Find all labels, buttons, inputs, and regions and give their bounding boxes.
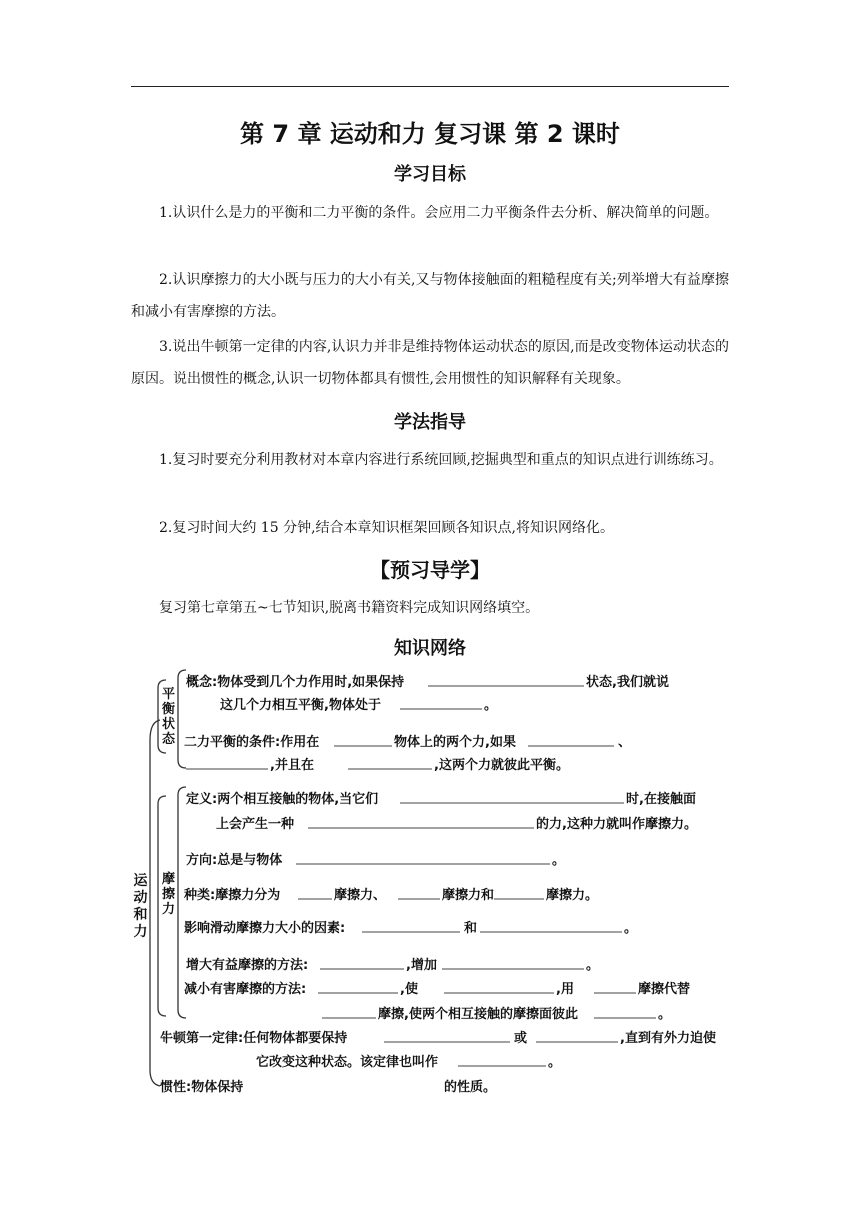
concept-text-4: 。 xyxy=(484,698,498,713)
definition-text-2: 时,在接触面 xyxy=(626,792,696,807)
decrease-text-3: ,用 xyxy=(556,982,574,997)
definition-text-3: 上会产生一种 xyxy=(216,817,295,832)
factors-text-1: 影响滑动摩擦力大小的因素: xyxy=(184,921,346,936)
concept-text-2: 状态,我们就说 xyxy=(586,675,669,690)
increase-text-3: 。 xyxy=(586,958,600,973)
objective-item-3: 3.说出牛顿第一定律的内容,认识力并非是维持物体运动状态的原因,而是改变物体运动状态的原因。说出惯性的概念,认识一切物体都具有惯性,会用惯性的知识解释有关现象。 xyxy=(131,339,729,387)
direction-text-2: 。 xyxy=(552,853,566,868)
decrease-text-5: 摩擦,使两个相互接触的摩擦面彼此 xyxy=(378,1007,578,1022)
decrease-text-1: 减小有害摩擦的方法: xyxy=(184,982,307,997)
concept-text-3: 这几个力相互平衡,物体处于 xyxy=(220,698,381,713)
preview-intro: 复习第七章第五~七节知识,脱离书籍资料完成知识网络填空。 xyxy=(159,600,540,616)
kinds-text-3: 摩擦力和 xyxy=(442,888,495,903)
network-root-label: 运动和力 xyxy=(133,873,148,940)
increase-text-2: ,增加 xyxy=(406,958,437,973)
condition-text-3: 、 xyxy=(618,735,632,750)
direction-text-1: 方向:总是与物体 xyxy=(186,853,283,868)
definition-text-4: 的力,这种力就叫作摩擦力。 xyxy=(536,817,697,832)
objective-item-2: 2.认识摩擦力的大小既与压力的大小有关,又与物体接触面的粗糙程度有关;列举增大有益摩擦和减小有害摩擦的方法。 xyxy=(131,272,729,320)
inertia-text-2: 的性质。 xyxy=(444,1080,497,1095)
kinds-text-4: 摩擦力。 xyxy=(546,888,599,903)
concept-text-1: 概念:物体受到几个力作用时,如果保持 xyxy=(186,675,405,690)
newton-law-text-4: 它改变这种状态。该定律也叫作 xyxy=(256,1055,439,1070)
condition-text-5: ,这两个力就彼此平衡。 xyxy=(434,758,569,773)
newton-law-text-5: 。 xyxy=(548,1055,562,1070)
objective-item-1: 1.认识什么是力的平衡和二力平衡的条件。会应用二力平衡条件去分析、解决简单的问题。 xyxy=(159,205,719,221)
friction-label: 摩擦力 xyxy=(161,872,175,917)
method-item-1: 1.复习时要充分利用教材对本章内容进行系统回顾,挖掘典型和重点的知识点进行训练练习。 xyxy=(159,452,723,468)
preview-heading: 【预习导学】 xyxy=(370,558,490,582)
newton-law-text-1: 牛顿第一定律:任何物体都要保持 xyxy=(160,1031,348,1046)
increase-text-1: 增大有益摩擦的方法: xyxy=(186,958,309,973)
kinds-text-1: 种类:摩擦力分为 xyxy=(184,888,281,903)
balance-state-label: 平衡状态 xyxy=(161,687,175,747)
condition-text-4: ,并且在 xyxy=(270,758,314,773)
decrease-text-2: ,使 xyxy=(400,982,418,997)
newton-law-text-2: 或 xyxy=(514,1031,528,1046)
factors-text-2: 和 xyxy=(464,921,478,936)
inertia-text-1: 惯性:物体保持 xyxy=(160,1080,244,1095)
method-heading: 学法指导 xyxy=(394,412,466,433)
condition-text-2: 物体上的两个力,如果 xyxy=(394,735,516,750)
definition-text-1: 定义:两个相互接触的物体,当它们 xyxy=(186,792,379,807)
decrease-text-6: 。 xyxy=(658,1007,672,1022)
page-title: 第 7 章 运动和力 复习课 第 2 课时 xyxy=(240,120,620,148)
network-heading: 知识网络 xyxy=(394,638,466,659)
kinds-text-2: 摩擦力、 xyxy=(334,888,387,903)
method-item-2: 2.复习时间大约 15 分钟,结合本章知识框架回顾各知识点,将知识网络化。 xyxy=(159,520,614,536)
factors-text-3: 。 xyxy=(624,921,638,936)
newton-law-text-3: ,直到有外力迫使 xyxy=(620,1031,716,1046)
objectives-heading: 学习目标 xyxy=(394,164,466,185)
condition-text-1: 二力平衡的条件:作用在 xyxy=(184,735,320,750)
decrease-text-4: 摩擦代替 xyxy=(638,982,691,997)
